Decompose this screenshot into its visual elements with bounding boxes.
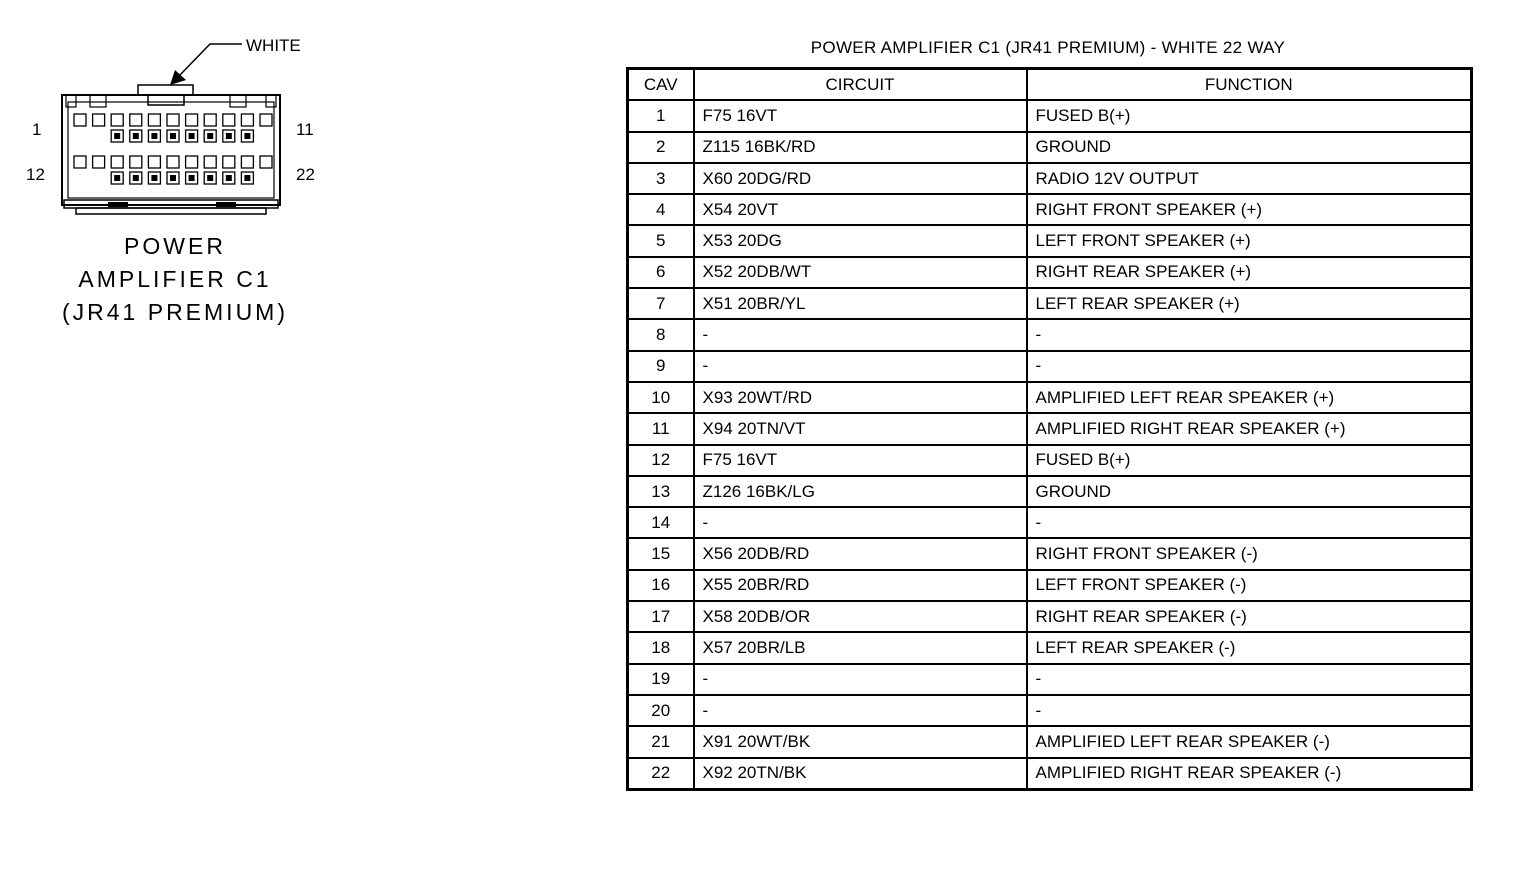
table-row (628, 132, 1472, 163)
table-row (628, 100, 1472, 131)
cavity (186, 114, 198, 142)
table-row (628, 351, 1472, 382)
cavity (241, 156, 253, 184)
cell-function: LEFT FRONT SPEAKER (+) (1027, 225, 1472, 256)
table-header-row (628, 69, 1472, 101)
table-row (628, 695, 1472, 726)
cell-cav: 7 (628, 288, 694, 319)
cell-circuit: - (694, 664, 1027, 695)
cell-cav: 15 (628, 538, 694, 569)
cell-cav: 20 (628, 695, 694, 726)
connector-figure (20, 30, 330, 330)
table-row (628, 538, 1472, 569)
cell-function: RIGHT FRONT SPEAKER (+) (1027, 194, 1472, 225)
header-cav: CAV (628, 69, 694, 101)
cell-circuit: - (694, 507, 1027, 538)
cavity (130, 114, 142, 142)
cell-function: LEFT FRONT SPEAKER (-) (1027, 570, 1472, 601)
cell-cav: 13 (628, 476, 694, 507)
cell-function: RIGHT REAR SPEAKER (+) (1027, 257, 1472, 288)
cavity (186, 156, 198, 184)
cell-function: - (1027, 507, 1472, 538)
cell-circuit: X91 20WT/BK (694, 726, 1027, 757)
caption-line: AMPLIFIER C1 (78, 266, 272, 292)
table-row (628, 257, 1472, 288)
cell-circuit: X58 20DB/OR (694, 601, 1027, 632)
cavity (74, 114, 86, 126)
cell-function: GROUND (1027, 476, 1472, 507)
table-row (628, 413, 1472, 444)
cavity (74, 156, 86, 168)
cavity (260, 156, 272, 168)
cell-circuit: X92 20TN/BK (694, 758, 1027, 790)
cell-function: AMPLIFIED RIGHT REAR SPEAKER (+) (1027, 413, 1472, 444)
cavity (223, 156, 235, 184)
cell-function: AMPLIFIED LEFT REAR SPEAKER (+) (1027, 382, 1472, 413)
cell-function: - (1027, 319, 1472, 350)
cell-cav: 4 (628, 194, 694, 225)
cavity (204, 156, 216, 184)
cell-circuit: X57 20BR/LB (694, 632, 1027, 663)
table-row (628, 319, 1472, 350)
cavity (130, 156, 142, 184)
table-row (628, 288, 1472, 319)
cell-cav: 11 (628, 413, 694, 444)
cell-cav: 14 (628, 507, 694, 538)
cell-cav: 16 (628, 570, 694, 601)
cell-cav: 17 (628, 601, 694, 632)
header-circuit: CIRCUIT (694, 69, 1027, 101)
cell-circuit: X94 20TN/VT (694, 413, 1027, 444)
cell-cav: 3 (628, 163, 694, 194)
cell-cav: 5 (628, 225, 694, 256)
table-row (628, 382, 1472, 413)
cavity (111, 156, 123, 184)
table-title: POWER AMPLIFIER C1 (JR41 PREMIUM) - WHITE 22 WAY (810, 38, 1286, 57)
cavity (204, 114, 216, 142)
cell-circuit: F75 16VT (694, 445, 1027, 476)
caption-line: POWER (124, 233, 226, 259)
cell-function: AMPLIFIED RIGHT REAR SPEAKER (-) (1027, 758, 1472, 790)
cell-circuit: X55 20BR/RD (694, 570, 1027, 601)
cavity (167, 114, 179, 142)
cell-function: RIGHT FRONT SPEAKER (-) (1027, 538, 1472, 569)
cell-cav: 1 (628, 100, 694, 131)
table-row (628, 601, 1472, 632)
cell-circuit: X60 20DG/RD (694, 163, 1027, 194)
cell-cav: 18 (628, 632, 694, 663)
header-function: FUNCTION (1027, 69, 1472, 101)
cell-cav: 9 (628, 351, 694, 382)
cell-cav: 19 (628, 664, 694, 695)
cavity-grid (74, 114, 272, 184)
cavity (148, 114, 160, 142)
table-row (628, 758, 1472, 790)
pinout-table (626, 67, 1473, 791)
cell-circuit: X54 20VT (694, 194, 1027, 225)
cell-circuit: - (694, 695, 1027, 726)
cell-cav: 6 (628, 257, 694, 288)
cell-circuit: X52 20DB/WT (694, 257, 1027, 288)
table-row (628, 194, 1472, 225)
table-row (628, 476, 1472, 507)
cavity (93, 114, 105, 126)
table-row (628, 445, 1472, 476)
cavity (260, 114, 272, 126)
table-row (628, 225, 1472, 256)
table-row (628, 163, 1472, 194)
cell-circuit: X56 20DB/RD (694, 538, 1027, 569)
cell-function: FUSED B(+) (1027, 100, 1472, 131)
connector-color-label: WHITE (246, 36, 301, 55)
cavity (93, 156, 105, 168)
table-row (628, 632, 1472, 663)
pin-label-1: 1 (32, 120, 42, 139)
cell-function: LEFT REAR SPEAKER (-) (1027, 632, 1472, 663)
cell-circuit: - (694, 319, 1027, 350)
cell-function: - (1027, 664, 1472, 695)
white-leader-line (178, 44, 242, 77)
cell-function: GROUND (1027, 132, 1472, 163)
cell-circuit: X51 20BR/YL (694, 288, 1027, 319)
pin-label-22: 22 (296, 165, 315, 184)
table-row (628, 507, 1472, 538)
cavity (241, 114, 253, 142)
cell-cav: 8 (628, 319, 694, 350)
cell-cav: 2 (628, 132, 694, 163)
pin-label-11: 11 (296, 120, 314, 139)
cell-function: LEFT REAR SPEAKER (+) (1027, 288, 1472, 319)
cell-function: - (1027, 695, 1472, 726)
cell-function: RADIO 12V OUTPUT (1027, 163, 1472, 194)
connector-body (62, 95, 280, 205)
cell-cav: 21 (628, 726, 694, 757)
table-row (628, 570, 1472, 601)
table-row (628, 664, 1472, 695)
cavity (167, 156, 179, 184)
cell-circuit: X53 20DG (694, 225, 1027, 256)
cell-cav: 22 (628, 758, 694, 790)
cell-function: - (1027, 351, 1472, 382)
caption-line: (JR41 PREMIUM) (61, 299, 288, 325)
cell-circuit: Z126 16BK/LG (694, 476, 1027, 507)
cell-circuit: Z115 16BK/RD (694, 132, 1027, 163)
connector-drawing (20, 30, 330, 230)
cell-function: RIGHT REAR SPEAKER (-) (1027, 601, 1472, 632)
cavity (223, 114, 235, 142)
cell-cav: 10 (628, 382, 694, 413)
table-row (628, 726, 1472, 757)
pin-label-12: 12 (26, 165, 45, 184)
cell-circuit: - (694, 351, 1027, 382)
cell-cav: 12 (628, 445, 694, 476)
cell-circuit: F75 16VT (694, 100, 1027, 131)
cell-circuit: X93 20WT/RD (694, 382, 1027, 413)
connector-caption (60, 230, 290, 329)
cavity (148, 156, 160, 184)
cell-function: AMPLIFIED LEFT REAR SPEAKER (-) (1027, 726, 1472, 757)
cell-function: FUSED B(+) (1027, 445, 1472, 476)
cavity (111, 114, 123, 142)
